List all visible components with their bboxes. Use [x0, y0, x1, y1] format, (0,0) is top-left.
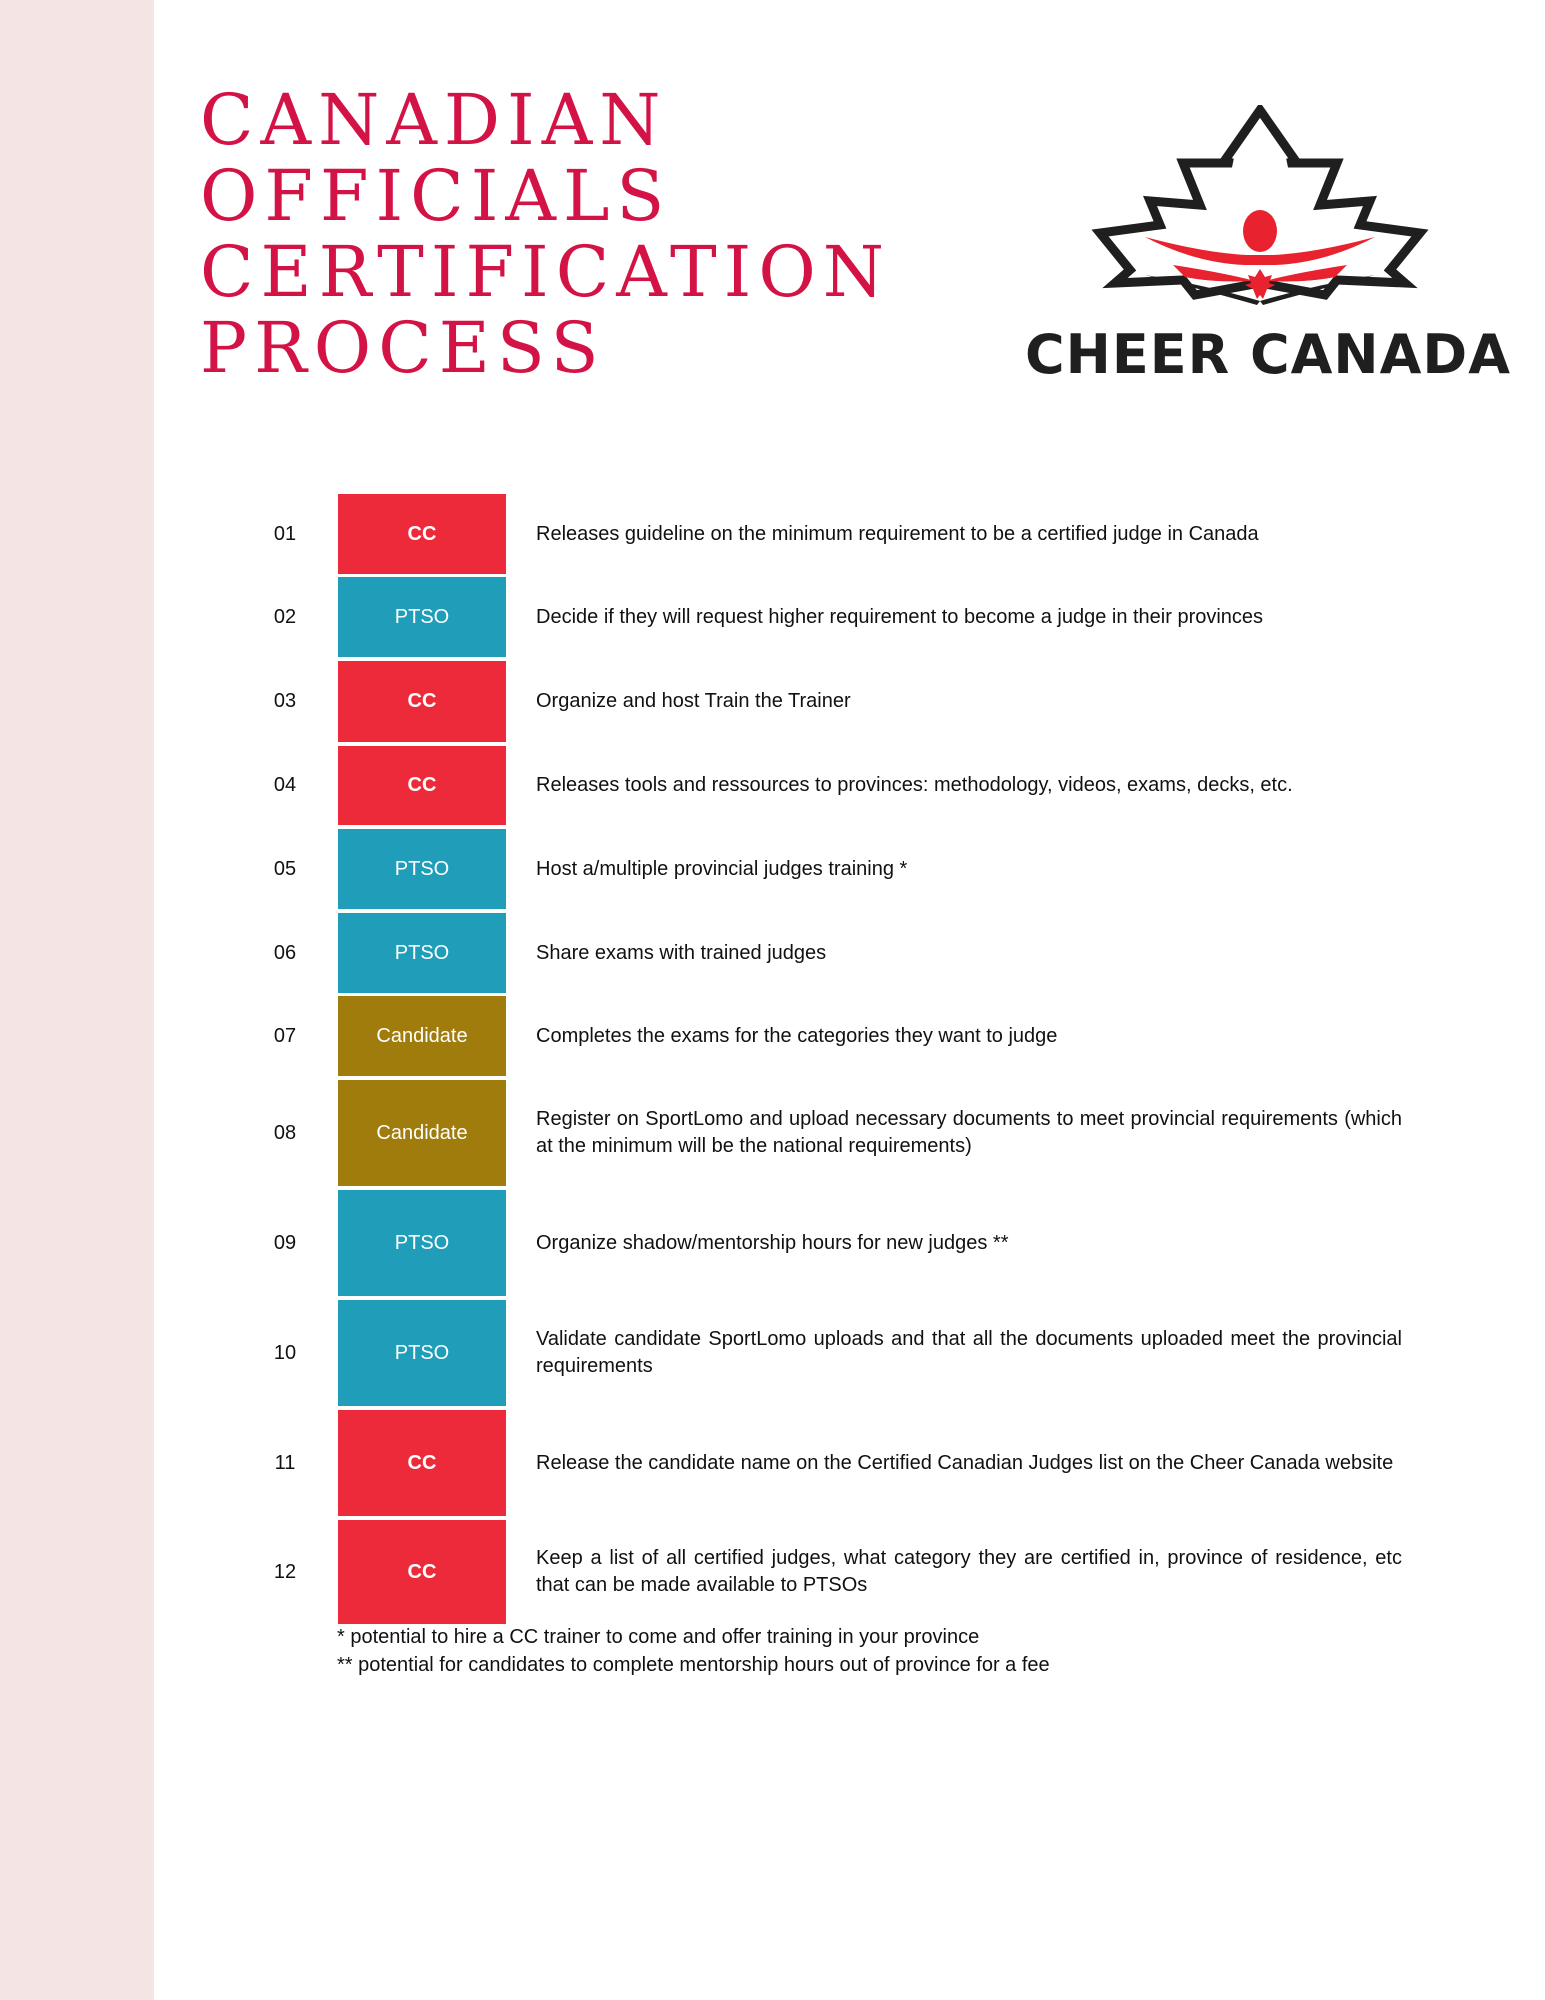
step-description	[536, 1410, 1402, 1516]
title-line-3: CERTIFICATION	[200, 231, 891, 313]
step-row	[0, 1190, 1545, 1296]
actor-badge: PTSO	[338, 1190, 506, 1296]
step-description	[536, 577, 1402, 657]
step-description	[536, 996, 1402, 1076]
footnote: ** potential for candidates to complete mentorship hours out of province for a fee	[337, 1654, 1050, 1676]
step-description	[536, 746, 1402, 825]
step-description-text: Keep a list of all certified judges, what category they are certified in, province of residence, etc that can be made available to PTSOs	[536, 1547, 1402, 1596]
step-row	[0, 1520, 1545, 1624]
step-row	[0, 1300, 1545, 1406]
actor-badge: CC	[338, 494, 506, 574]
step-description	[536, 1520, 1402, 1624]
actor-badge: CC	[338, 661, 506, 742]
step-row	[0, 746, 1545, 825]
step-number: 10	[273, 1341, 297, 1364]
step-number: 05	[273, 857, 297, 880]
step-number: 06	[273, 941, 297, 964]
footnotes	[337, 1623, 1050, 1679]
footnote: * potential to hire a CC trainer to come and offer training in your province	[337, 1626, 980, 1648]
cheer-canada-logo	[1025, 105, 1512, 386]
step-description-text: Organize and host Train the Trainer	[536, 690, 851, 712]
step-row	[0, 996, 1545, 1076]
maple-leaf-cheerleader-icon	[1025, 105, 1495, 320]
actor-badge: PTSO	[338, 913, 506, 993]
actor-badge: Candidate	[338, 996, 506, 1076]
title-line-2: OFFICIALS	[200, 155, 672, 237]
step-row	[0, 913, 1545, 993]
step-row	[0, 577, 1545, 657]
step-number: 07	[273, 1024, 297, 1047]
page-title	[200, 79, 891, 389]
step-description	[536, 913, 1402, 993]
step-number: 11	[274, 1451, 296, 1474]
step-description	[536, 494, 1402, 574]
step-description-text: Decide if they will request higher requirement to become a judge in their provinces	[536, 605, 1264, 628]
step-description-text: Releases guideline on the minimum requirement to be a certified judge in Canada	[536, 522, 1259, 545]
step-description	[536, 1080, 1402, 1186]
step-number: 09	[273, 1231, 297, 1254]
step-number: 01	[273, 522, 297, 545]
step-description	[536, 1190, 1402, 1296]
step-description-text: Completes the exams for the categories they want to judge	[536, 1024, 1058, 1047]
step-number: 08	[273, 1121, 297, 1144]
actor-badge: PTSO	[338, 577, 506, 657]
step-row	[0, 661, 1545, 742]
step-description	[536, 1300, 1402, 1406]
step-description-text: Validate candidate SportLomo uploads and that all the documents uploaded meet the provincial requirements	[536, 1328, 1402, 1377]
step-number: 04	[273, 774, 297, 796]
logo-wordmark: CHEER CANADA	[1025, 323, 1512, 386]
step-number: 12	[273, 1560, 297, 1583]
title-line-1: CANADIAN	[200, 79, 668, 161]
step-description-text: Share exams with trained judges	[536, 941, 827, 964]
step-row	[0, 829, 1545, 909]
step-description	[536, 661, 1402, 742]
step-description	[536, 829, 1402, 909]
step-description-text: Releases tools and ressources to provinces: methodology, videos, exams, decks, etc.	[536, 774, 1293, 796]
step-number: 02	[273, 605, 297, 628]
step-row	[0, 494, 1545, 574]
actor-badge: PTSO	[338, 1300, 506, 1406]
actor-badge: Candidate	[338, 1080, 506, 1186]
step-number: 03	[273, 690, 297, 712]
step-description-text: Host a/multiple provincial judges training *	[536, 857, 908, 880]
actor-badge: CC	[338, 1520, 506, 1624]
step-description-text: Register on SportLomo and upload necessary documents to meet provincial requirements (which at the minimum will be the national requirements)	[536, 1108, 1402, 1157]
actor-badge: CC	[338, 1410, 506, 1516]
actor-badge: PTSO	[338, 829, 506, 909]
step-row	[0, 1410, 1545, 1516]
step-description-text: Organize shadow/mentorship hours for new judges **	[536, 1231, 1009, 1254]
step-description-text: Release the candidate name on the Certified Canadian Judges list on the Cheer Canada website	[536, 1451, 1394, 1474]
title-line-4: PROCESS	[200, 307, 606, 389]
actor-badge: CC	[338, 746, 506, 825]
step-row	[0, 1080, 1545, 1186]
